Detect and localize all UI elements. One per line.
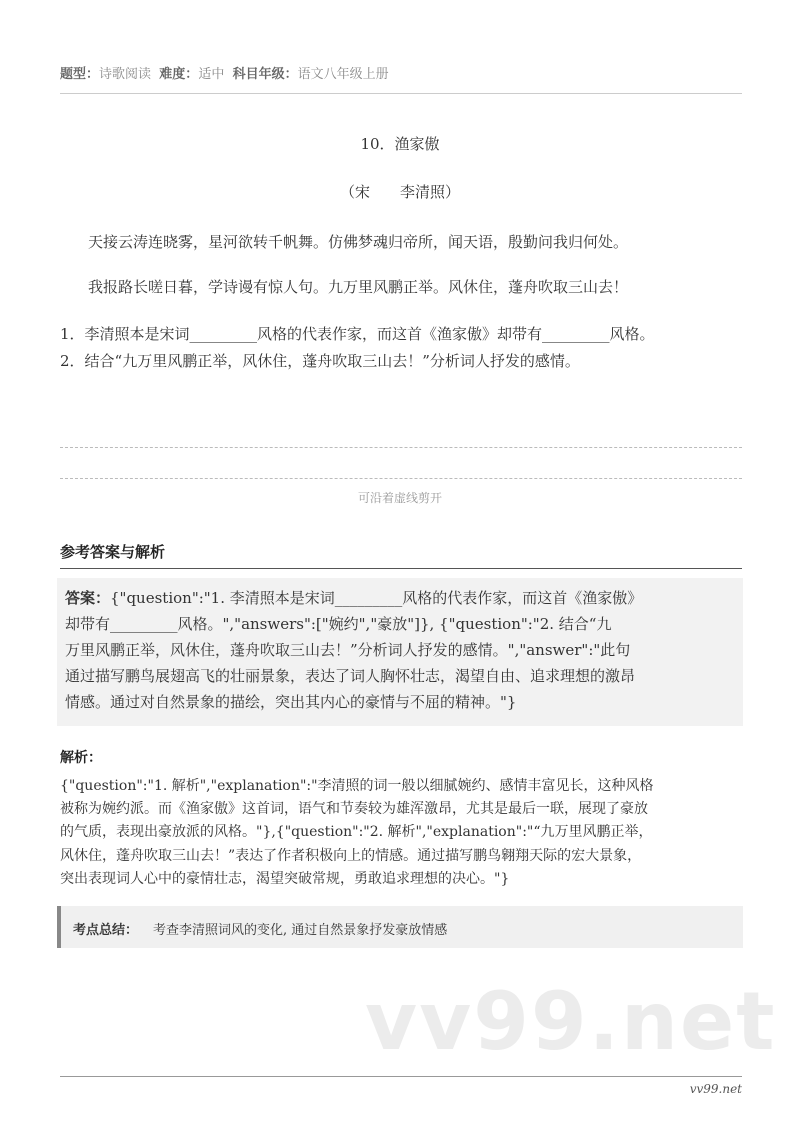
poem-author: （宋 李清照） (339, 183, 460, 201)
explanation-line: 风休住，蓬舟吹取三山去！”表达了作者积极向上的情感。通过描写鹏鸟翱翔天际的宏大景象， (60, 848, 642, 864)
difficulty-value: 适中 (198, 67, 225, 82)
explanation-line: 被称为婉约派。而《渔家傲》这首词，语气和节奏较为雄浑激昂，尤其是最后一联，展现了豪放 (60, 801, 648, 817)
question-meta (60, 63, 389, 82)
answer-line: {"question":"1. 李清照本是宋词_________风格的代表作家，而这首《渔家傲》 (110, 589, 643, 607)
type-value: 诗歌阅读 (99, 67, 152, 82)
question-1: 1．李清照本是宋词_________风格的代表作家，而这首《渔家傲》却带有_________风格。 (60, 325, 655, 343)
divider (60, 93, 742, 94)
answer-box (57, 578, 743, 726)
cut-line (60, 447, 742, 448)
watermark: vv99.net (365, 975, 777, 1068)
answer-line: 通过描写鹏鸟展翅高飞的壮丽景象，表达了词人胸怀壮志，渴望自由、追求理想的激昂 (65, 667, 636, 685)
answer-line: 却带有_________风格。","answers":["婉约","豪放"]}, {"question":"2. 结合“九 (65, 615, 612, 633)
summary-text: 考查李清照词风的变化, 通过自然景象抒发豪放情感 (153, 923, 448, 938)
poem-title: 10．渔家傲 (360, 135, 440, 153)
summary-label: 考点总结： (73, 923, 139, 938)
explanation-line: 的气质，表现出豪放派的风格。"},{"question":"2. 解析","explanation":"“九万里风鹏正举， (60, 824, 653, 840)
cut-hint: 可沿着虚线剪开 (357, 491, 442, 505)
explanation-line: {"question":"1. 解析","explanation":"李清照的词一般以细腻婉约、感情丰富见长，这种风格 (60, 778, 654, 794)
cut-line (60, 478, 742, 479)
poem-line: 我报路长嗟日暮，学诗谩有惊人句。九万里风鹏正举。风休住，蓬舟吹取三山去！ (88, 278, 629, 296)
explanation-label: 解析： (60, 750, 102, 766)
explanation-line: 突出表现词人心中的豪情壮志，渴望突破常规，勇敢追求理想的决心。"} (60, 871, 510, 887)
type-label: 题型： (60, 67, 100, 82)
answer-label: 答案： (65, 589, 111, 607)
answer-line: 万里风鹏正举，风休住，蓬舟吹取三山去！”分析词人抒发的感情。","answer":"此句 (65, 641, 631, 659)
footer-site: vv99.net (689, 1082, 742, 1096)
difficulty-label: 难度： (159, 67, 199, 82)
question-2: 2．结合“九万里风鹏正举，风休住，蓬舟吹取三山去！”分析词人抒发的感情。 (60, 352, 580, 370)
footer-divider (60, 1076, 742, 1077)
grade-label: 科目年级： (232, 67, 298, 82)
summary-box (57, 906, 743, 948)
answer-line: 情感。通过对自然景象的描绘，突出其内心的豪情与不屈的精神。"} (65, 693, 517, 711)
section-divider (60, 568, 742, 569)
poem-line: 天接云涛连晓雾，星河欲转千帆舞。仿佛梦魂归帝所，闻天语，殷勤问我归何处。 (88, 233, 629, 251)
grade-value: 语文八年级上册 (297, 67, 389, 82)
section-title: 参考答案与解析 (60, 543, 166, 561)
